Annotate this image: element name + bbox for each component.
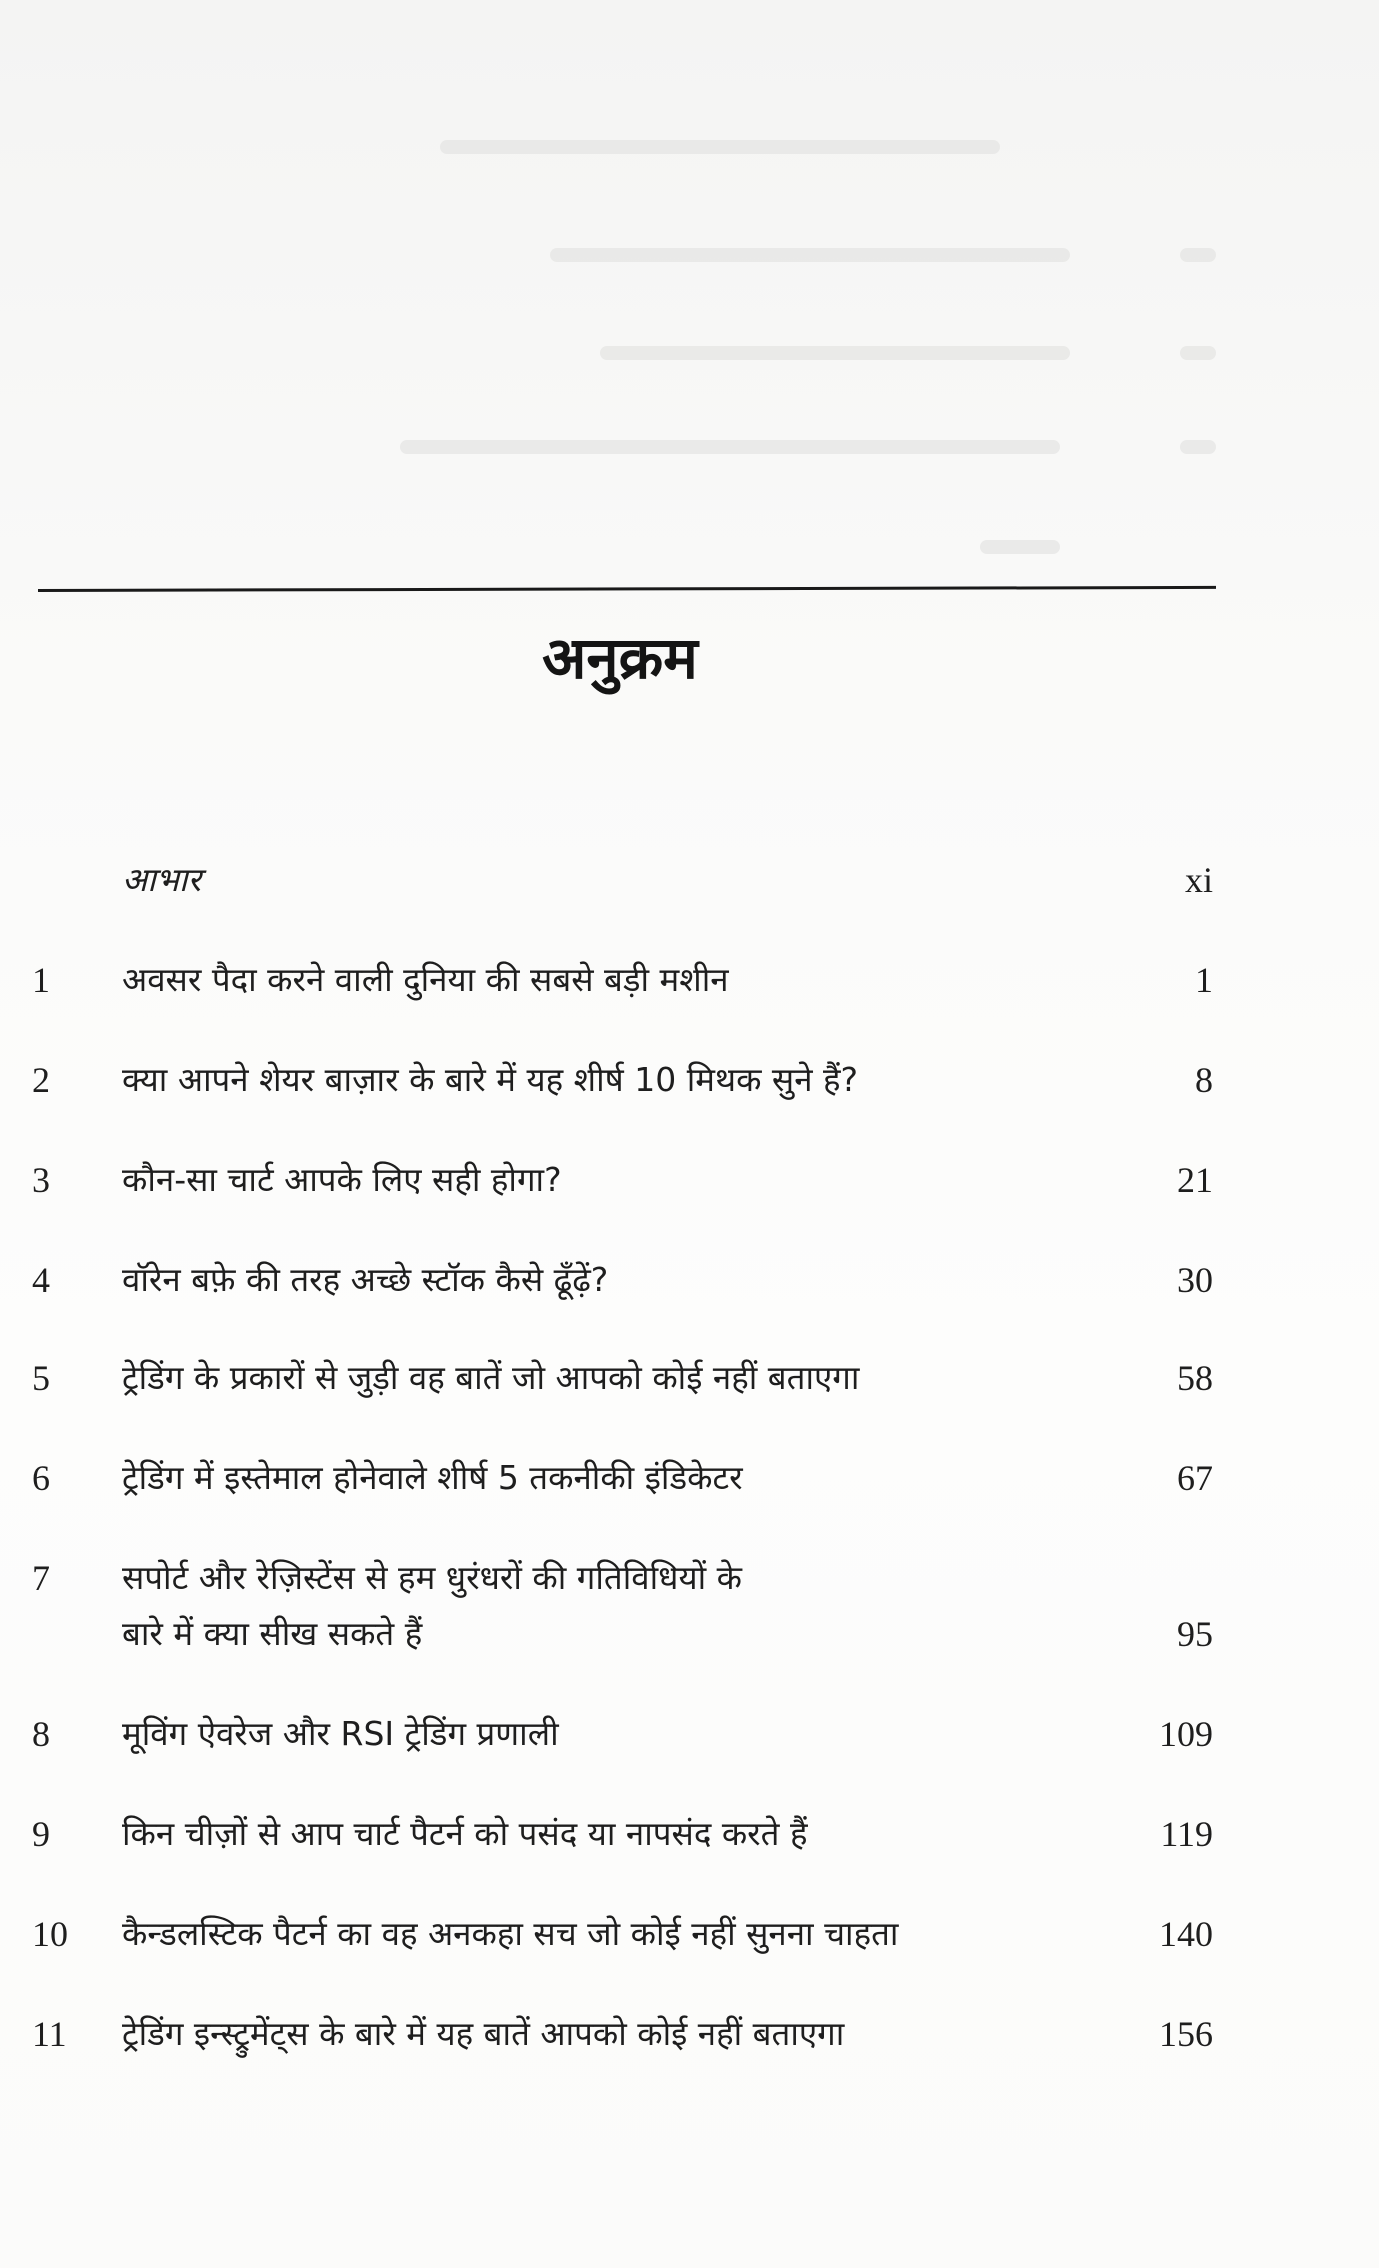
toc-entry-number: 11	[32, 2014, 67, 2054]
toc-entry-title: वॉरेन बफ़े की तरह अच्छे स्टॉक कैसे ढूँढ़ें?	[122, 1260, 609, 1299]
toc-entry-number: 3	[32, 1160, 50, 1200]
toc-entry-number: 7	[32, 1558, 50, 1598]
toc-entry-title: मूविंग ऐवरेज और RSI ट्रेडिंग प्रणाली	[122, 1714, 559, 1753]
toc-entry-number: 6	[32, 1458, 50, 1498]
toc-entry-number: 4	[32, 1260, 50, 1300]
toc-entry-title: ट्रेडिंग में इस्तेमाल होनेवाले शीर्ष 5 तकनीकी इंडिकेटर	[122, 1458, 743, 1497]
header-rule	[38, 586, 1216, 592]
toc-entry-page: 109	[1159, 1714, 1213, 1754]
toc-entry-title: क्या आपने शेयर बाज़ार के बारे में यह शीर्ष 10 मिथक सुने हैं?	[122, 1060, 859, 1099]
toc-entry-page: xi	[1184, 860, 1213, 900]
toc-entry-page: 95	[1177, 1614, 1213, 1654]
toc-entry-number: 1	[32, 960, 50, 1000]
bleed-through-text	[0, 0, 1379, 580]
toc-entry-number: 10	[32, 1914, 68, 1954]
toc-entry-number: 2	[32, 1060, 50, 1100]
toc-entry-title: किन चीज़ों से आप चार्ट पैटर्न को पसंद या नापसंद करते हैं	[122, 1814, 808, 1853]
toc-entry-title-line1: सपोर्ट और रेज़िस्टेंस से हम धुरंधरों की गतिविधियों के	[122, 1558, 743, 1597]
page-title: अनुक्रम	[542, 624, 698, 692]
toc-entry-number: 9	[32, 1814, 50, 1854]
toc-entry-number: 8	[32, 1714, 50, 1754]
toc-entry-page: 30	[1177, 1260, 1213, 1300]
toc-entry-number: 5	[32, 1358, 50, 1398]
toc-entry-page: 21	[1177, 1160, 1213, 1200]
toc-entry-page: 156	[1159, 2014, 1213, 2054]
toc-entry-title: कौन-सा चार्ट आपके लिए सही होगा?	[122, 1160, 562, 1199]
toc-entry-title: ट्रेडिंग इन्स्ट्रुमेंट्स के बारे में यह बातें आपको कोई नहीं बताएगा	[122, 2014, 845, 2053]
toc-entry-title-line2: बारे में क्या सीख सकते हैं	[122, 1614, 423, 1653]
toc-entry-page: 1	[1195, 960, 1213, 1000]
toc-entry-page: 119	[1160, 1814, 1213, 1854]
toc-entry-title: कैन्डलस्टिक पैटर्न का वह अनकहा सच जो कोई नहीं सुनना चाहता	[122, 1914, 899, 1953]
toc-entry-page: 67	[1177, 1458, 1213, 1498]
toc-entry-title: अवसर पैदा करने वाली दुनिया की सबसे बड़ी मशीन	[122, 960, 729, 999]
toc-entry-page: 140	[1159, 1914, 1213, 1954]
toc-entry-page: 8	[1195, 1060, 1213, 1100]
toc-entry-title: ट्रेडिंग के प्रकारों से जुड़ी वह बातें जो आपको कोई नहीं बताएगा	[122, 1358, 860, 1397]
toc-entry-title: आभार	[122, 860, 201, 899]
toc-entry-page: 58	[1177, 1358, 1213, 1398]
